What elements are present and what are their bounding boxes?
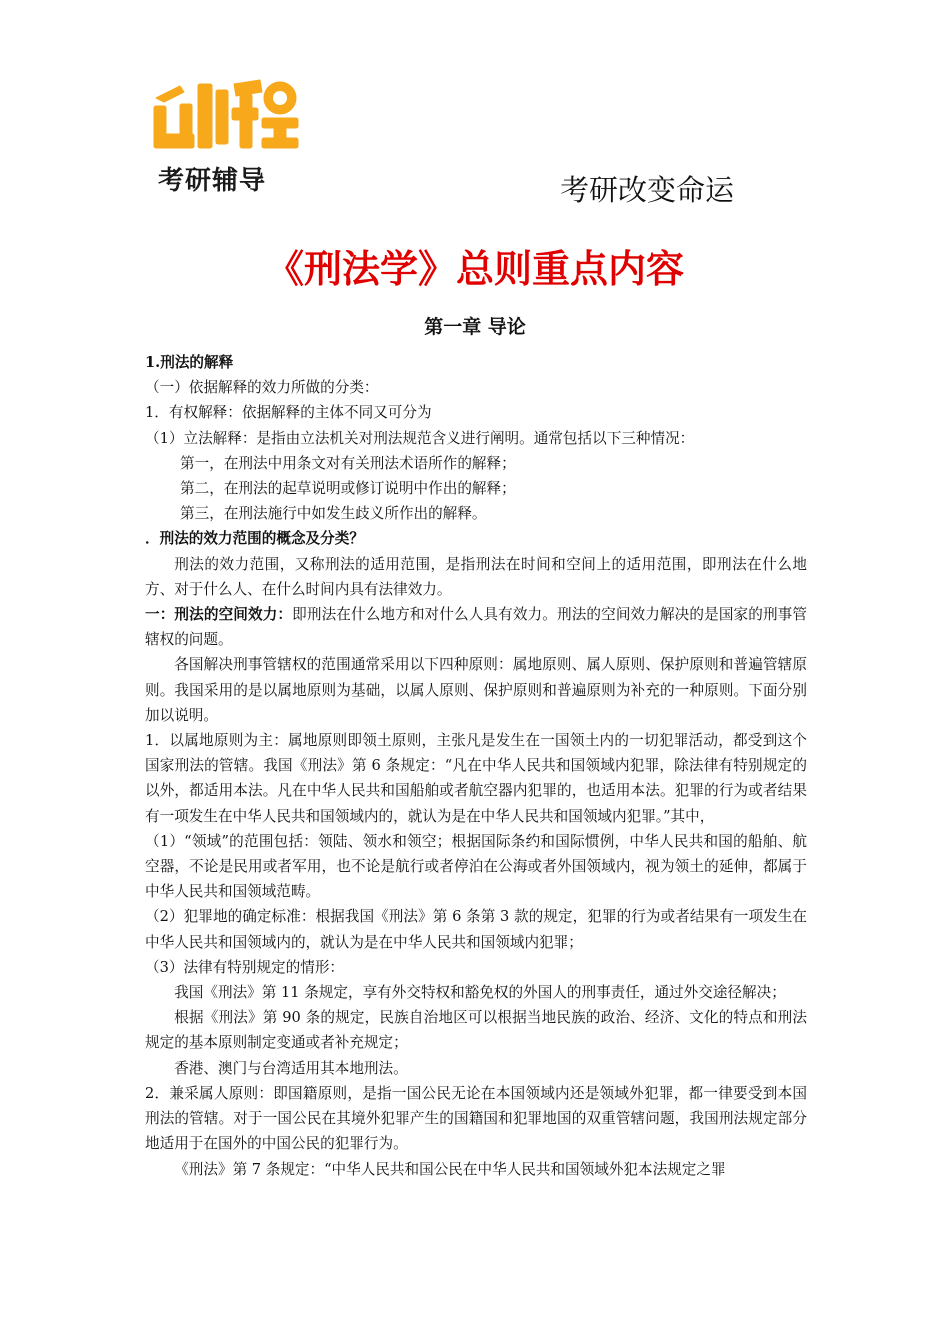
paragraph: 刑法的效力范围，又称刑法的适用范围，是指刑法在时间和空间上的适用范围，即刑法在什么地方、对于什么人、在什么时间内具有法律效力。 (145, 555, 807, 598)
brand-logo (150, 76, 300, 196)
paragraph: 1．以属地原则为主：属地原则即领土原则，主张凡是发生在一国领土内的一切犯罪活动，都受到这个国家刑法的管辖。我国《刑法》第 6 条规定：“凡在中华人民共和国领域内犯罪，除法律有特别规定的以外，都适用本法。凡在中华人民共和国船舶或者航空器内犯罪的，也适用本法。犯罪的行为或者结果有一项发生在中华人民共和国领域内的，就认为是在中华人民共和国领域内犯罪。”其中， (145, 732, 807, 825)
paragraph: 香港、澳门与台湾适用其本地刑法。 (174, 1059, 408, 1077)
slogan: 考研改变命运 (560, 173, 735, 207)
list-item: 第三，在刑法施行中如发生歧义所作出的解释。 (180, 505, 487, 523)
paragraph: （2）犯罪地的确定标准：根据我国《刑法》第 6 条第 3 款的规定，犯罪的行为或者结果有一项发生在中华人民共和国领域内的，就认为是在中华人民共和国领域内犯罪； (145, 908, 807, 951)
paragraph: （一）依据解释的效力所做的分类： (145, 379, 379, 397)
paragraph (145, 602, 807, 652)
paragraph: 1．有权解释：依据解释的主体不同又可分为 (145, 404, 432, 422)
list-item: 第二，在刑法的起草说明或修订说明中作出的解释； (180, 480, 516, 498)
paragraph: （1）“领域”的范围包括：领陆、领水和领空；根据国际条约和国际惯例，中华人民共和国的船舶、航空器，不论是民用或者军用，也不论是航行或者停泊在公海或者外国领域内，视为领土的延伸，都属于中华人民共和国领域范畴。 (145, 832, 807, 901)
section-heading: ．刑法的效力范围的概念及分类？ (145, 530, 364, 548)
logo-subtitle: 考研辅导 (158, 166, 267, 196)
inline-heading: 一：刑法的空间效力： (145, 606, 293, 624)
paragraph: （3）法律有特别规定的情形： (145, 958, 345, 976)
kaicheng-logo-icon (150, 76, 300, 158)
paragraph: 根据《刑法》第 90 条的规定，民族自治地区可以根据当地民族的政治、经济、文化的特点和刑法规定的基本原则制定变通或者补充规定； (145, 1009, 807, 1052)
list-item: 第一，在刑法中用条文对有关刑法术语所作的解释； (180, 454, 516, 472)
paragraph: 2．兼采属人原则：即国籍原则，是指一国公民无论在本国领域内还是领域外犯罪，都一律要受到本国刑法的管辖。对于一国公民在其境外犯罪产生的国籍国和犯罪地国的双重管辖问题，我国刑法规定部分地适用于在国外的中国公民的犯罪行为。 (145, 1084, 807, 1153)
paragraph: （1）立法解释：是指由立法机关对刑法规范含义进行阐明。通常包括以下三种情况： (145, 429, 695, 447)
section-heading: 1.刑法的解释 (145, 354, 234, 371)
chapter-heading: 第一章 导论 (424, 316, 526, 338)
document-title: 《刑法学》总则重点内容 (265, 247, 684, 291)
inline-text: 即刑法在什么地方和对什么人具有效力。刑法的空间效力解决的是国家的刑事管辖权的问题。 (145, 606, 807, 649)
paragraph: 各国解决刑事管辖权的范围通常采用以下四种原则：属地原则、属人原则、保护原则和普遍管辖原则。我国采用的是以属地原则为基础，以属人原则、保护原则和普遍原则为补充的一种原则。下面分别加以说明。 (145, 656, 807, 724)
paragraph: 我国《刑法》第 11 条规定，享有外交特权和豁免权的外国人的刑事责任，通过外交途径解决； (174, 984, 786, 1002)
document-body (145, 350, 807, 1182)
paragraph: 《刑法》第 7 条规定：“中华人民共和国公民在中华人民共和国领域外犯本法规定之罪 (174, 1160, 726, 1178)
